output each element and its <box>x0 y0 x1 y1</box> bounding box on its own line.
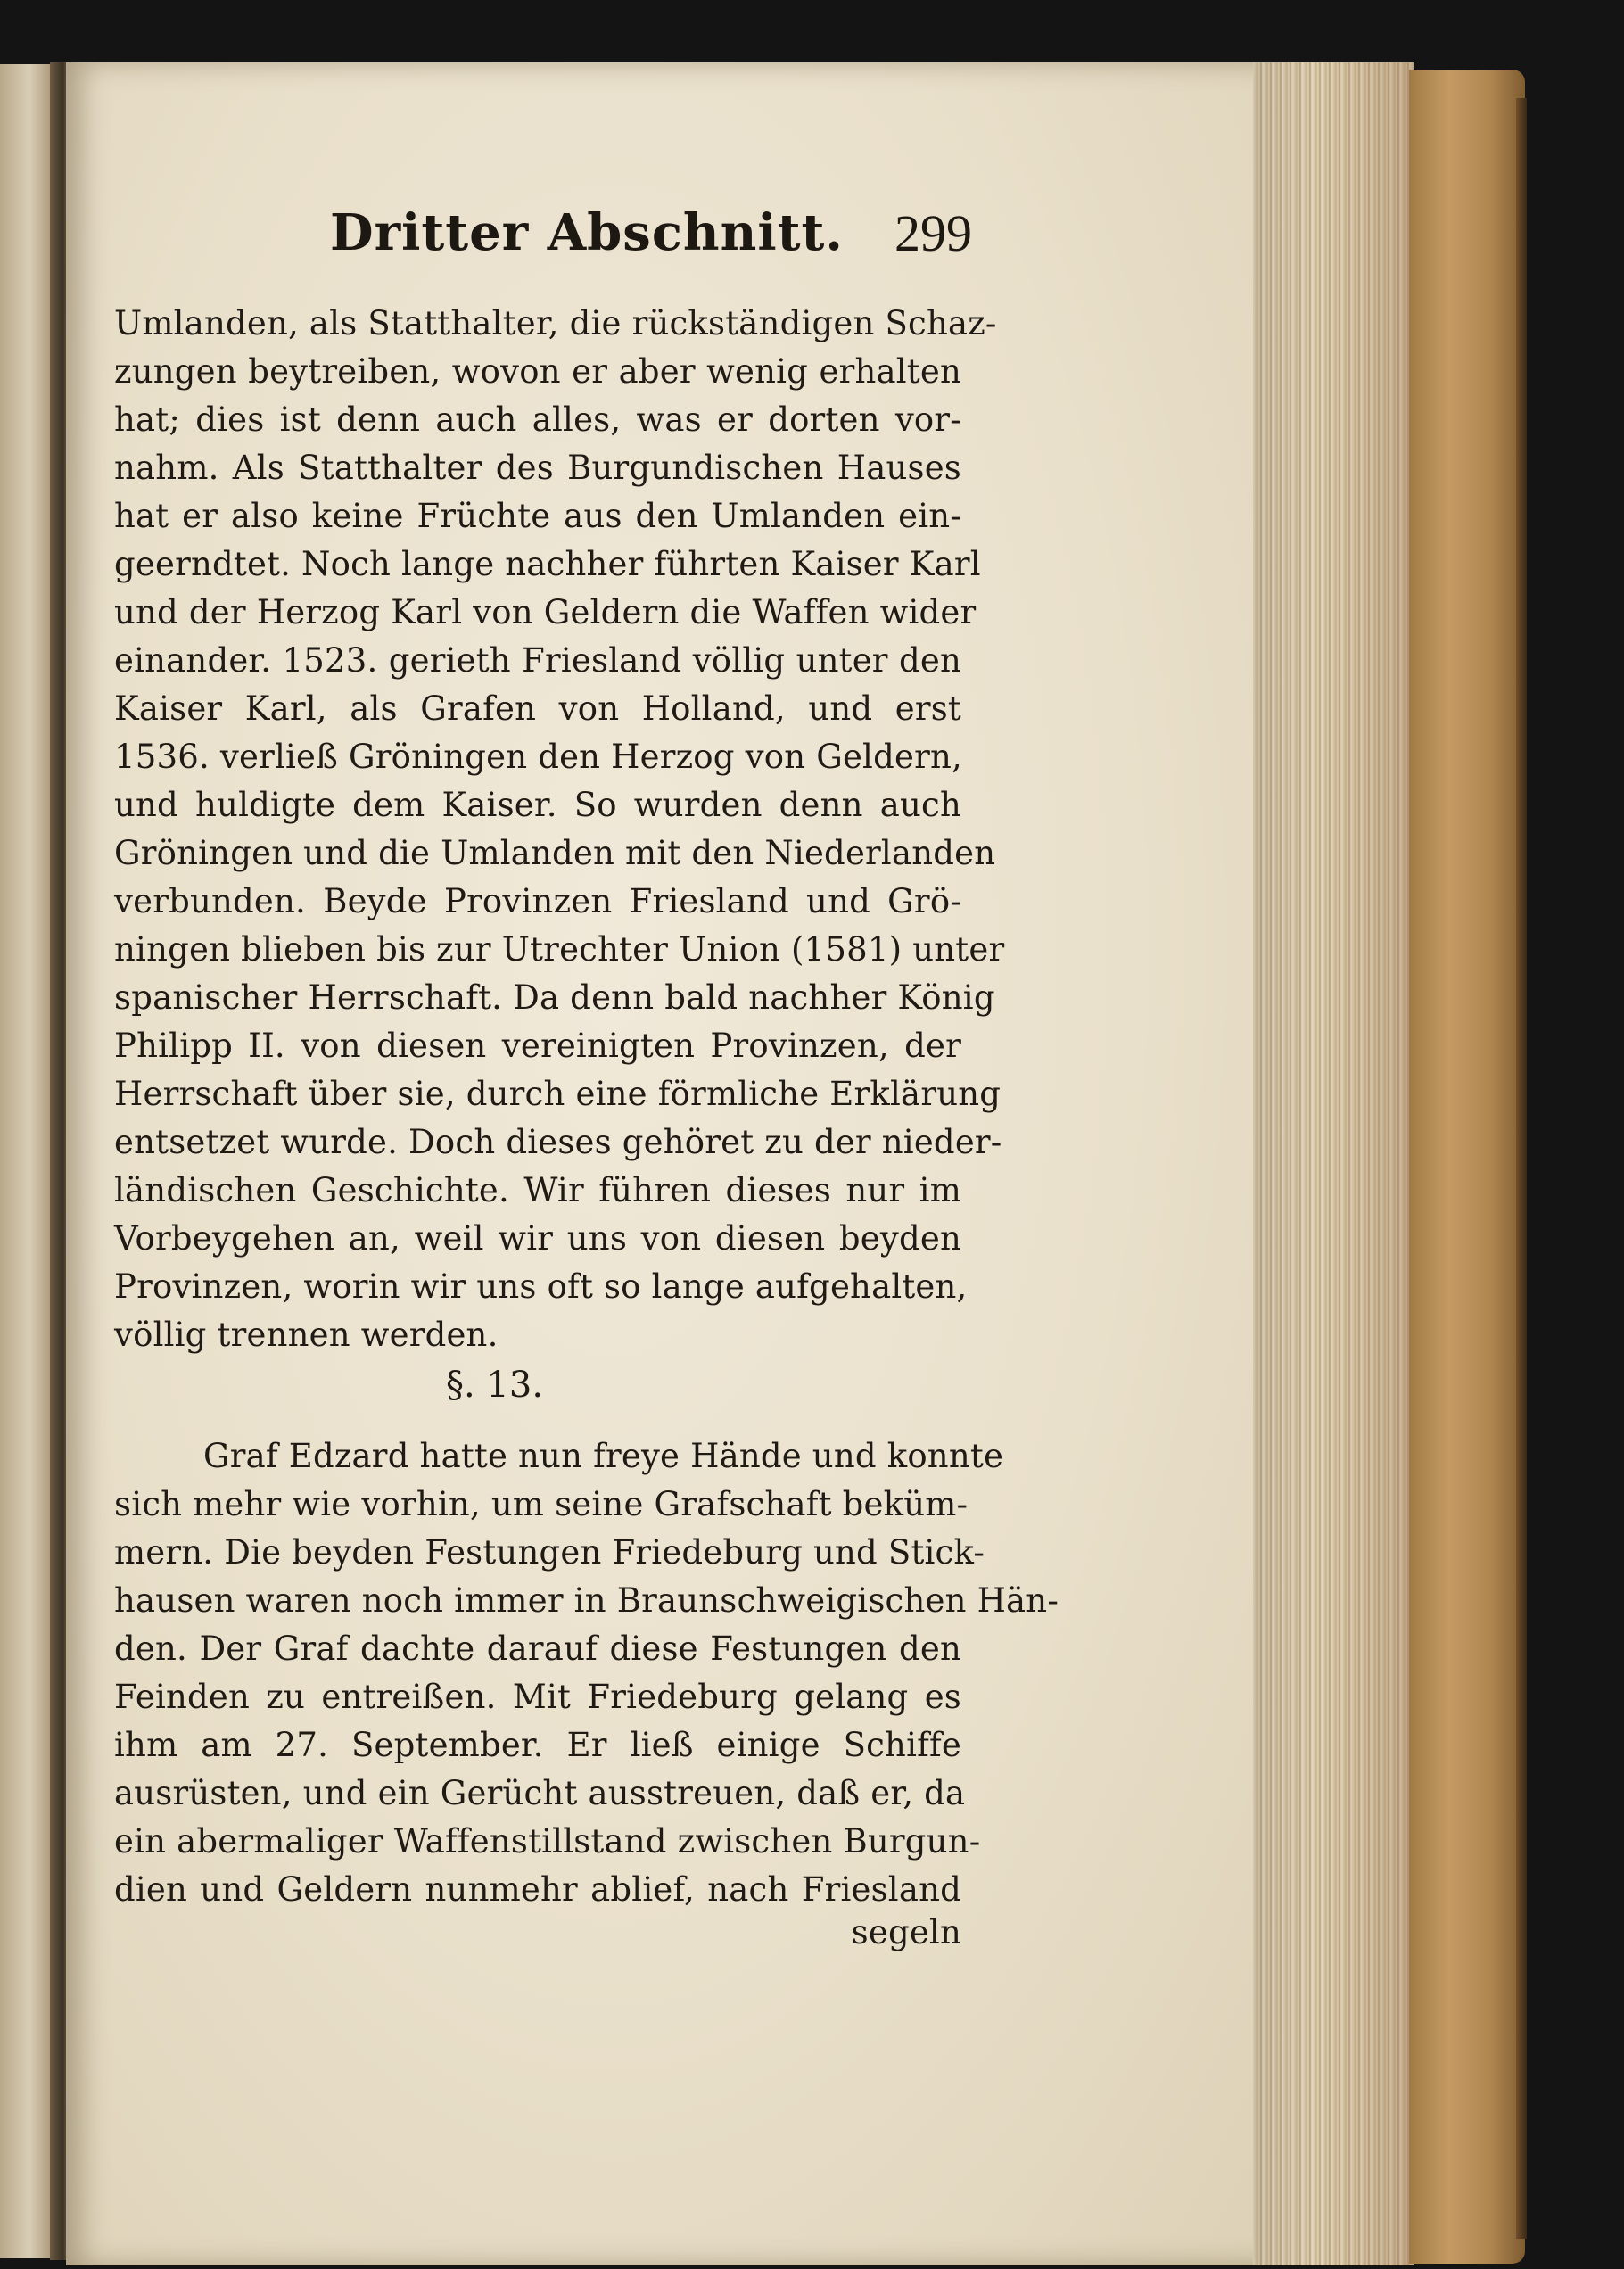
text-line: und der Herzog Karl von Geldern die Waffen wider <box>114 593 977 631</box>
previous-page-edge <box>0 64 54 2258</box>
text-line: und huldigte dem Kaiser. So wurden denn auch <box>114 786 961 824</box>
text-line: 1536. verließ Gröningen den Herzog von Geldern, <box>114 738 962 776</box>
text-line: dien und Geldern nunmehr ablief, nach Friesland <box>114 1870 961 1909</box>
cover-edge <box>1516 98 1527 2239</box>
text-line: ein abermaliger Waffenstillstand zwischen Burgun- <box>114 1822 981 1861</box>
paragraph-1 <box>114 300 1005 1359</box>
text-line: ausrüsten, und ein Gerücht ausstreuen, daß er, da <box>114 1774 966 1812</box>
text-line: spanischer Herrschaft. Da denn bald nachher König <box>114 978 995 1017</box>
text-line: ihm am 27. September. Er ließ einige Schiffe <box>114 1726 961 1764</box>
text-line: Gröningen und die Umlanden mit den Niederlanden <box>114 834 996 872</box>
text-line: hat er also keine Früchte aus den Umlanden ein- <box>114 497 961 535</box>
section-heading: §. 13. <box>446 1365 544 1406</box>
text-line: entsetzet wurde. Doch dieses gehöret zu der nieder- <box>114 1123 1002 1161</box>
text-line: Vorbeygehen an, weil wir uns von diesen beyden <box>114 1219 961 1258</box>
text-line: völlig trennen werden. <box>114 1316 499 1354</box>
catchword: segeln <box>851 1913 961 1951</box>
book-cover-board <box>1409 70 1525 2264</box>
text-line: verbunden. Beyde Provinzen Friesland und Grö- <box>114 882 961 920</box>
text-line: Philipp II. von diesen vereinigten Provinzen, der <box>114 1027 961 1065</box>
text-line: einander. 1523. gerieth Friesland völlig unter den <box>114 641 961 680</box>
text-line: Feinden zu entreißen. Mit Friedeburg gelang es <box>114 1678 961 1716</box>
text-line: den. Der Graf dachte darauf diese Festungen den <box>114 1630 961 1668</box>
text-line: hausen waren noch immer in Braunschweigischen Hän- <box>114 1581 1059 1620</box>
running-title: Dritter Abschnitt. <box>330 203 844 262</box>
text-line: hat; dies ist denn auch alles, was er dorten vor- <box>114 400 961 439</box>
paragraph-2 <box>114 1432 1059 1914</box>
catchword-row <box>114 1909 961 1957</box>
text-line: ningen blieben bis zur Utrechter Union (1581) unter <box>114 930 1005 969</box>
text-line: Umlanden, als Statthalter, die rückständigen Schaz- <box>114 304 997 342</box>
running-header <box>330 203 972 275</box>
text-line: Herrschaft über sie, durch eine förmliche Erklärung <box>114 1075 1002 1113</box>
text-line: nahm. Als Statthalter des Burgundischen Hauses <box>114 449 961 487</box>
text-line: Provinzen, worin wir uns oft so lange aufgehalten, <box>114 1267 968 1306</box>
text-line: Graf Edzard hatte nun freye Hände und konnte <box>203 1437 1004 1475</box>
page-number: 299 <box>894 204 972 262</box>
page-edges-shadow <box>1253 62 1414 2265</box>
text-line: sich mehr wie vorhin, um seine Grafschaft beküm- <box>114 1485 969 1523</box>
text-line: geerndtet. Noch lange nachher führten Kaiser Karl <box>114 545 981 583</box>
text-line: mern. Die beyden Festungen Friedeburg und Stick- <box>114 1533 985 1572</box>
text-line: Kaiser Karl, als Grafen von Holland, und erst <box>114 689 961 728</box>
text-line: zungen beytreiben, wovon er aber wenig erhalten <box>114 352 961 391</box>
text-line: ländischen Geschichte. Wir führen dieses nur im <box>114 1171 961 1209</box>
